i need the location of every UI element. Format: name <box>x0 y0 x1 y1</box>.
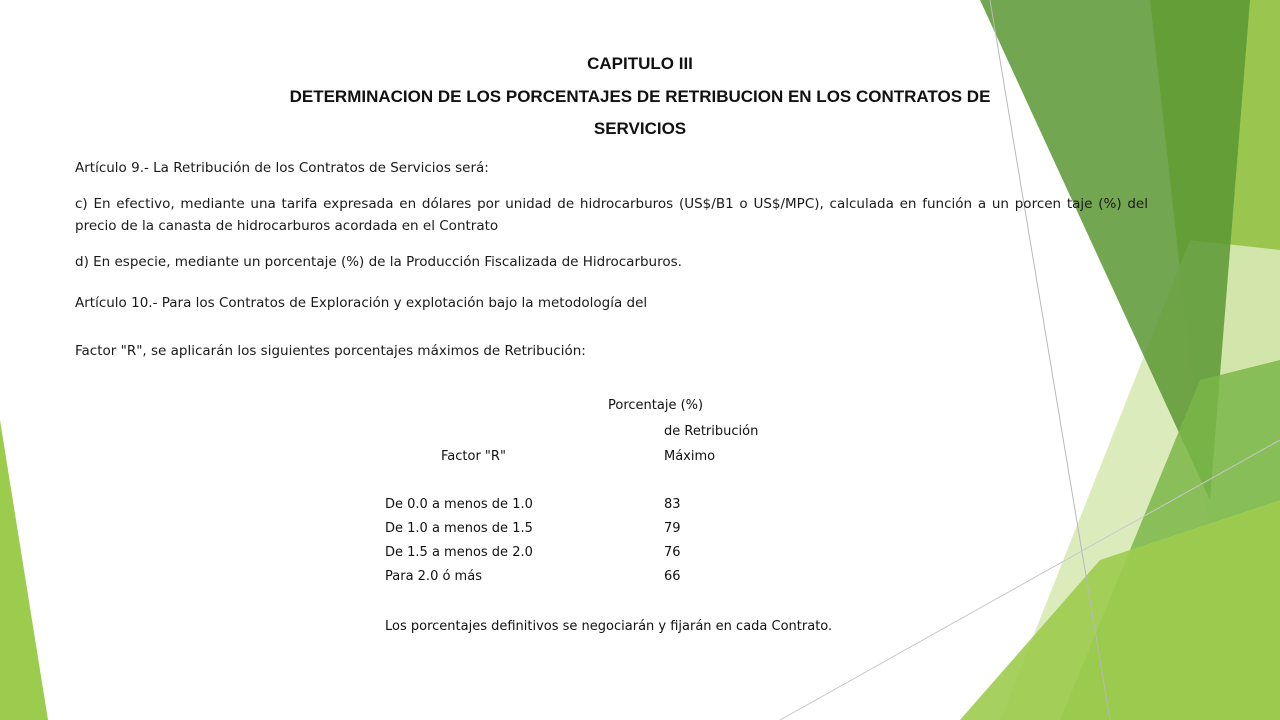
row-2-value: 79 <box>664 521 681 536</box>
header-percentage: Porcentaje (%) <box>608 398 704 413</box>
row-1-value: 83 <box>664 497 681 512</box>
row-3-factor: De 1.5 a menos de 2.0 <box>385 545 533 560</box>
item-d-paragraph: d) En especie, mediante un porcentaje (%) de la Producción Fiscalizada de Hidrocarburos. <box>75 254 682 270</box>
article-9: Artículo 9.- La Retribución de los Contratos de Servicios será: <box>75 160 489 176</box>
header-retribution: de Retribución <box>664 424 759 439</box>
table-note: Los porcentajes definitivos se negociarán y fijarán en cada Contrato. <box>385 619 833 634</box>
row-2-factor: De 1.0 a menos de 1.5 <box>385 521 533 536</box>
header-maximum: Máximo <box>664 449 716 464</box>
row-4-factor: Para 2.0 ó más <box>385 569 482 584</box>
item-c-paragraph: c) En efectivo, mediante una tarifa expresada en dólares por unidad de hidrocarburos (US$/B1 o US$/MPC), calculada en función a un porcen taje (%) del precio de la canasta de hidrocarburos acordada en el Contrato <box>75 196 1148 234</box>
factor-intro: Factor "R", se aplicarán los siguientes porcentajes máximos de Retribución: <box>75 343 586 359</box>
row-3-value: 76 <box>664 545 681 560</box>
header-factor-r: Factor "R" <box>441 449 506 464</box>
article-10: Artículo 10.- Para los Contratos de Exploración y explotación bajo la metodología del <box>75 295 648 311</box>
section-title-line-1: DETERMINACION DE LOS PORCENTAJES DE RETRIBUCION EN LOS CONTRATOS DE <box>289 87 991 106</box>
row-4-value: 66 <box>664 569 681 584</box>
section-title-line-2: SERVICIOS <box>593 119 687 138</box>
chapter-title: CAPITULO III <box>587 54 693 73</box>
row-1-factor: De 0.0 a menos de 1.0 <box>385 497 533 512</box>
